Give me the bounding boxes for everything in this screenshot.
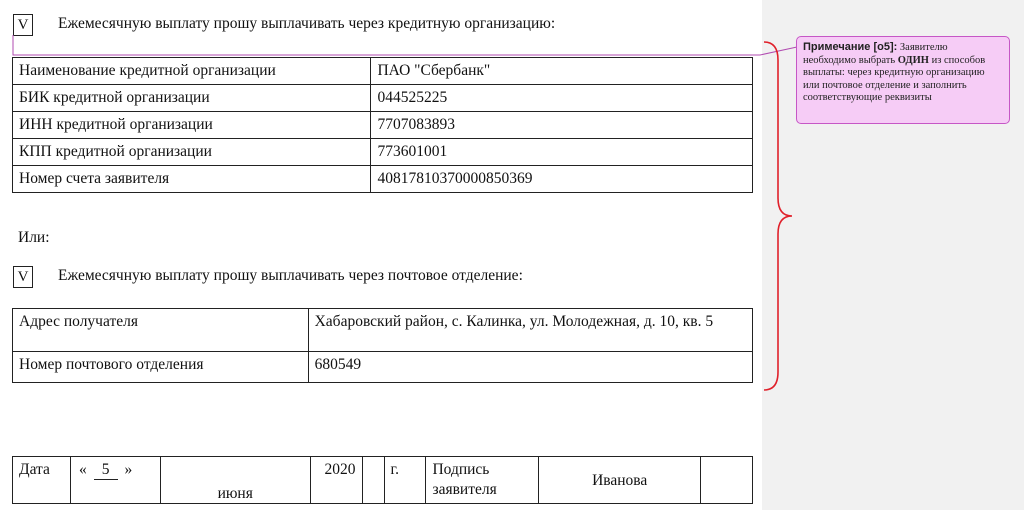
comment-emphasis: ОДИН <box>897 54 929 66</box>
comment-range-bracket <box>762 40 796 392</box>
table-row <box>13 352 753 383</box>
post-details-table <box>12 308 753 383</box>
table-row <box>13 309 753 352</box>
bik-value[interactable]: 044525225 <box>371 85 753 112</box>
bank-name-label: Наименование кредитной организации <box>13 58 371 85</box>
bank-checkbox-mark: V <box>17 17 29 33</box>
comment-balloon[interactable] <box>796 36 1010 124</box>
recipient-address-value[interactable]: Хабаровский район, с. Калинка, ул. Молодежная, д. 10, кв. 5 <box>308 309 752 352</box>
bank-name-value[interactable]: ПАО "Сбербанк" <box>371 58 753 85</box>
comment-anchor-line <box>0 0 800 60</box>
year-spacer-cell <box>362 457 384 504</box>
kpp-label: КПП кредитной организации <box>13 139 371 166</box>
table-row <box>13 85 753 112</box>
table-row <box>13 166 753 193</box>
post-option-title: Ежемесячную выплату прошу выплачивать через почтовое отделение: <box>58 267 523 284</box>
table-row <box>13 58 753 85</box>
signature-value[interactable]: Иванова <box>539 457 701 504</box>
bank-option-title: Ежемесячную выплату прошу выплачивать через кредитную организацию: <box>58 15 556 32</box>
or-label: Или: <box>18 229 50 246</box>
post-checkbox-mark: V <box>17 269 29 285</box>
day-cell[interactable] <box>70 457 160 504</box>
day-close-quote: » <box>124 461 133 478</box>
month-value[interactable]: июня <box>160 457 310 504</box>
post-option-checkbox[interactable] <box>13 266 33 288</box>
signature-label: Подпись заявителя <box>426 457 539 504</box>
post-office-label: Номер почтового отделения <box>13 352 309 383</box>
inn-value[interactable]: 7707083893 <box>371 112 753 139</box>
comment-text-after: из способов выплаты: через кредитную организацию или почтовое отделение и заполнить соответствующие реквизиты <box>803 54 986 103</box>
bik-label: БИК кредитной организации <box>13 85 371 112</box>
signature-date-table <box>12 456 753 504</box>
post-office-value[interactable]: 680549 <box>308 352 752 383</box>
signature-spacer-cell <box>701 457 753 504</box>
year-suffix: г. <box>384 457 426 504</box>
account-label: Номер счета заявителя <box>13 166 371 193</box>
inn-label: ИНН кредитной организации <box>13 112 371 139</box>
year-value[interactable]: 2020 <box>310 457 362 504</box>
account-value[interactable]: 40817810370000850369 <box>371 166 753 193</box>
day-value: 5 <box>94 460 118 480</box>
date-label: Дата <box>13 457 71 504</box>
recipient-address-label: Адрес получателя <box>13 309 309 352</box>
table-row <box>13 457 753 504</box>
kpp-value[interactable]: 773601001 <box>371 139 753 166</box>
table-row <box>13 112 753 139</box>
day-open-quote: « <box>78 461 87 478</box>
table-row <box>13 139 753 166</box>
comment-text-before: Заявителю необходимо выбрать <box>803 42 948 66</box>
bank-details-table <box>12 57 753 193</box>
comment-header: Примечание [о5]: <box>803 41 898 53</box>
